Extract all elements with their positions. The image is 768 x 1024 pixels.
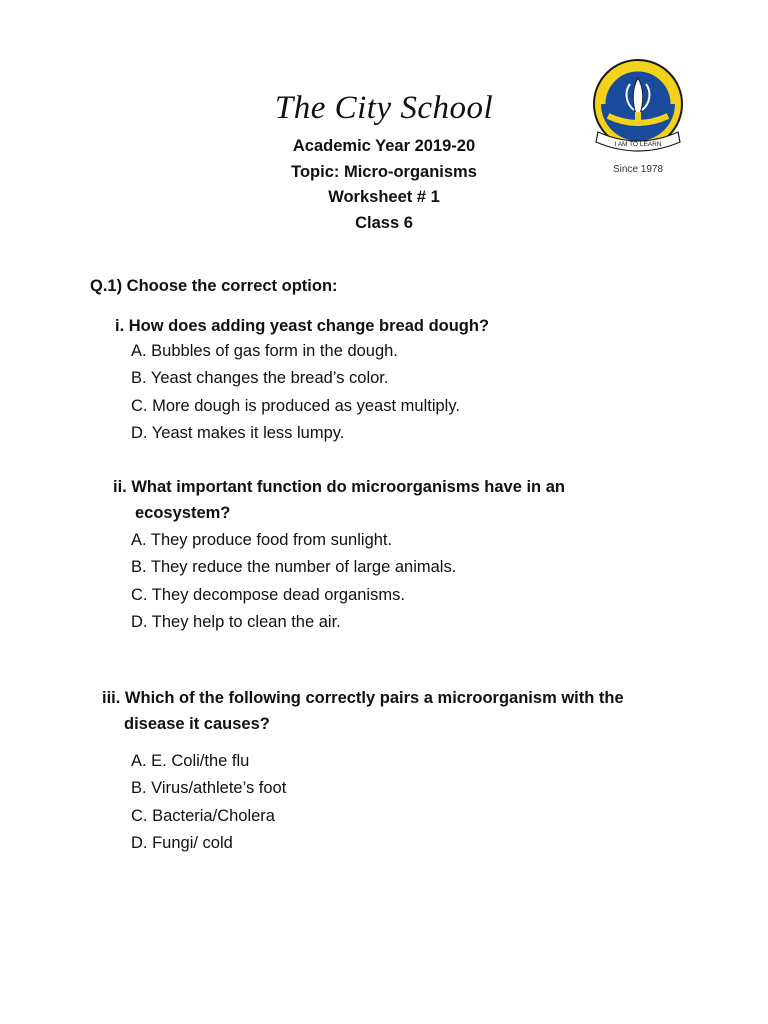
option-d: D. Yeast makes it less lumpy. — [131, 423, 345, 442]
question-2 — [113, 474, 565, 526]
question-1-options — [131, 338, 460, 447]
option-b: B. They reduce the number of large animals. — [131, 558, 457, 577]
topic: Topic: Micro-organisms — [291, 162, 477, 181]
option-b: B. Virus/athlete’s foot — [131, 779, 287, 798]
option-a: A. E. Coli/the flu — [131, 752, 250, 770]
question-3 — [102, 685, 624, 737]
question-1 — [115, 313, 489, 339]
question-1-text: i. How does adding yeast change bread dough? — [115, 317, 490, 335]
academic-year: Academic Year 2019-20 — [292, 137, 476, 155]
school-title: The City School — [274, 90, 494, 126]
option-c: C. Bacteria/Cholera — [131, 806, 275, 825]
option-c: C. More dough is produced as yeast multiply. — [131, 396, 460, 415]
option-b: B. Yeast changes the bread’s color. — [131, 369, 389, 388]
class-label: Class 6 — [355, 213, 413, 232]
question-3-text-continued: disease it causes? — [124, 715, 270, 733]
option-c: C. They decompose dead organisms. — [131, 585, 405, 604]
logo-since: Since 1978 — [612, 164, 664, 175]
option-a: A. Bubbles of gas form in the dough. — [131, 342, 398, 360]
logo-motto: I AM TO LEARN — [614, 141, 662, 148]
question-2-text-continued: ecosystem? — [135, 504, 231, 522]
option-a: A. They produce food from sunlight. — [131, 531, 393, 549]
option-d: D. Fungi/ cold — [131, 833, 233, 852]
question-2-text: ii. What important function do microorganisms have in an — [113, 478, 565, 496]
section-heading: Q.1) Choose the correct option: — [90, 277, 338, 295]
question-2-options — [131, 527, 456, 636]
worksheet-number: Worksheet # 1 — [328, 188, 440, 206]
school-logo — [586, 58, 690, 180]
option-d: D. They help to clean the air. — [131, 612, 341, 631]
school-crest-icon — [586, 58, 690, 180]
question-3-options — [131, 748, 286, 857]
question-3-text: iii. Which of the following correctly pairs a microorganism with the — [102, 689, 624, 707]
